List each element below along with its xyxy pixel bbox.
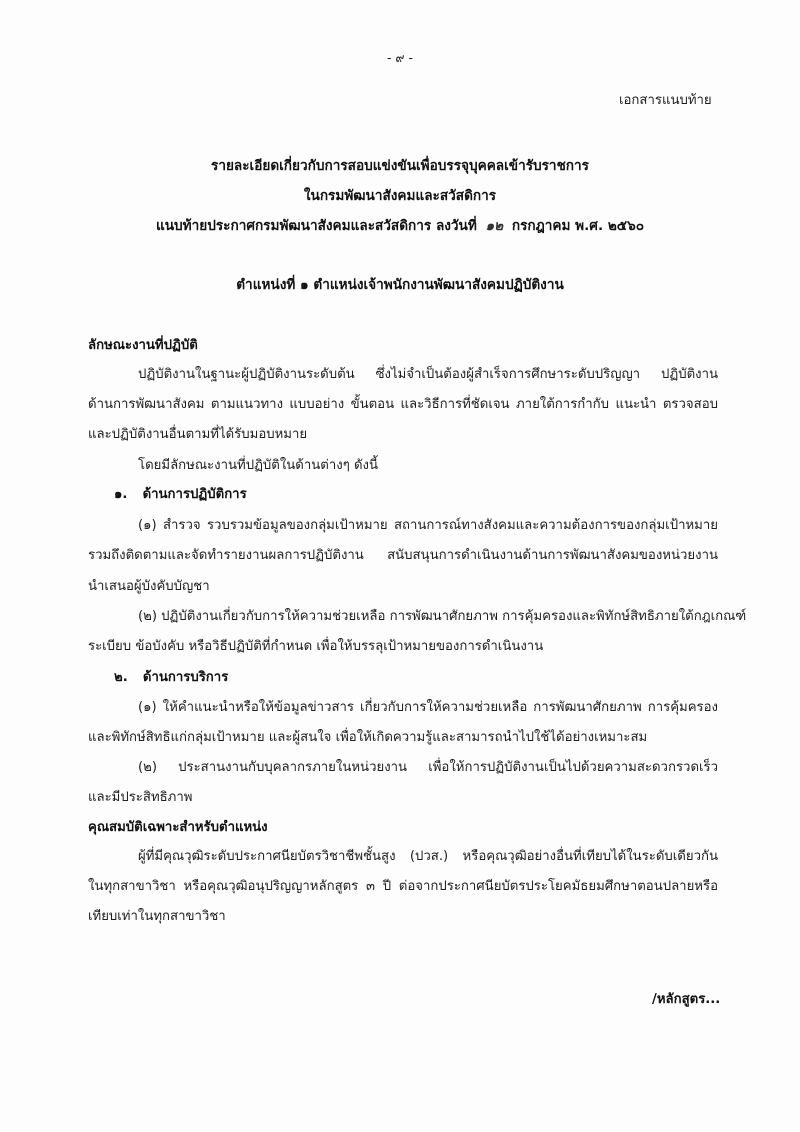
continuation-marker: /หลักสูตร... [652,992,721,1007]
title-line-3-suffix: กรกฎาคม พ.ศ. ๒๕๖๐ [511,218,645,234]
job-nature-lead: โดยมีลักษณะงานที่ปฏิบัติในด้านต่างๆ ดังนี้ [138,458,378,473]
section-1-item-2-line-2: ระเบียบ ข้อบังคับ หรือวิธีปฏิบัติที่กำหนด เพื่อให้บรรลุเป้าหมายของการดำเนินงาน [88,639,544,654]
section-1-heading [114,485,247,505]
section-2-item-1-line-2: และพิทักษ์สิทธิแก่กลุ่มเป้าหมาย และผู้สนใจ เพื่อให้เกิดความรู้และสามารถนำไปใช้ได้อย่างเหมาะสม [88,730,648,745]
section-2-item-1-line-1: (๑) ให้คำแนะนำหรือให้ข้อมูลข่าวสาร เกี่ยวกับการให้ความช่วยเหลือ การพัฒนาศักยภาพ การคุ้มครอง [138,700,718,715]
announcement-day: ๑๒ [485,218,504,234]
section-1-number: ๑. [114,487,128,502]
title-line-2: ในกรมพัฒนาสังคมและสวัสดิการ [303,188,497,204]
job-nature-intro-line-2: ด้านการพัฒนาสังคม ตามแนวทาง แบบอย่าง ขั้นตอน และวิธีการที่ชัดเจน ภายใต้การกำกับ แนะนำ ตรวจสอบ [88,397,718,412]
title-line-3 [0,216,800,236]
job-nature-heading: ลักษณะงานที่ปฏิบัติ [88,338,198,353]
section-1-item-1-line-3: นำเสนอผู้บังคับบัญชา [88,579,210,594]
title-line-3-prefix: แนบท้ายประกาศกรมพัฒนาสังคมและสวัสดิการ ลงวันที่ [155,218,477,234]
title-line-1: รายละเอียดเกี่ยวกับการสอบแข่งขันเพื่อบรรจุบุคคลเข้ารับราชการ [211,158,589,174]
position-heading: ตำแหน่งที่ ๑ ตำแหน่งเจ้าพนักงานพัฒนาสังคมปฏิบัติงาน [236,277,564,293]
qualifications-line-3: เทียบเท่าในทุกสาขาวิชา [88,909,226,924]
section-2-item-2-line-2: และมีประสิทธิภาพ [88,790,193,805]
qualifications-line-1: ผู้ที่มีคุณวุฒิระดับประกาศนียบัตรวิชาชีพชั้นสูง (ปวส.) หรือคุณวุฒิอย่างอื่นที่เทียบได้ในระดับเดียวกัน [138,849,718,864]
section-2-number: ๒. [114,670,128,685]
section-1-title: ด้านการปฏิบัติการ [142,487,247,502]
section-2-heading [114,668,228,688]
qualifications-heading: คุณสมบัติเฉพาะสำหรับตำแหน่ง [88,820,268,835]
section-2-title: ด้านการบริการ [142,670,229,685]
job-nature-intro-line-1: ปฏิบัติงานในฐานะผู้ปฏิบัติงานระดับต้น ซึ่งไม่จำเป็นต้องผู้สำเร็จการศึกษาระดับปริญญา ปฏิบัติงาน [138,367,718,382]
section-1-item-1-line-1: (๑) สำรวจ รวบรวมข้อมูลของกลุ่มเป้าหมาย สถานการณ์ทางสังคมและความต้องการของกลุ่มเป้าหมาย [138,518,718,533]
section-2-item-2-line-1: (๒) ประสานงานกับบุคลากรภายในหน่วยงาน เพื่อให้การปฏิบัติงานเป็นไปด้วยความสะดวกรวดเร็ว [138,760,718,775]
page-number: - ๙ - [386,50,414,65]
section-1-item-2-line-1: (๒) ปฏิบัติงานเกี่ยวกับการให้ความช่วยเหลือ การพัฒนาศักยภาพ การคุ้มครองและพิทักษ์สิทธิภายใต้กฎเกณฑ์ [138,609,747,624]
section-1-item-1-line-2: รวมถึงติดตามและจัดทำรายงานผลการปฏิบัติงาน สนับสนุนการดำเนินงานด้านการพัฒนาสังคมของหน่วยงาน [88,548,718,563]
job-nature-intro-line-3: และปฏิบัติงานอื่นตามที่ได้รับมอบหมาย [88,427,308,442]
qualifications-line-2: ในทุกสาขาวิชา หรือคุณวุฒิอนุปริญญาหลักสูตร ๓ ปี ต่อจากประกาศนียบัตรประโยคมัธยมศึกษาตอนปลายหรือ [88,879,718,894]
attachment-label: เอกสารแนบท้าย [619,93,712,108]
